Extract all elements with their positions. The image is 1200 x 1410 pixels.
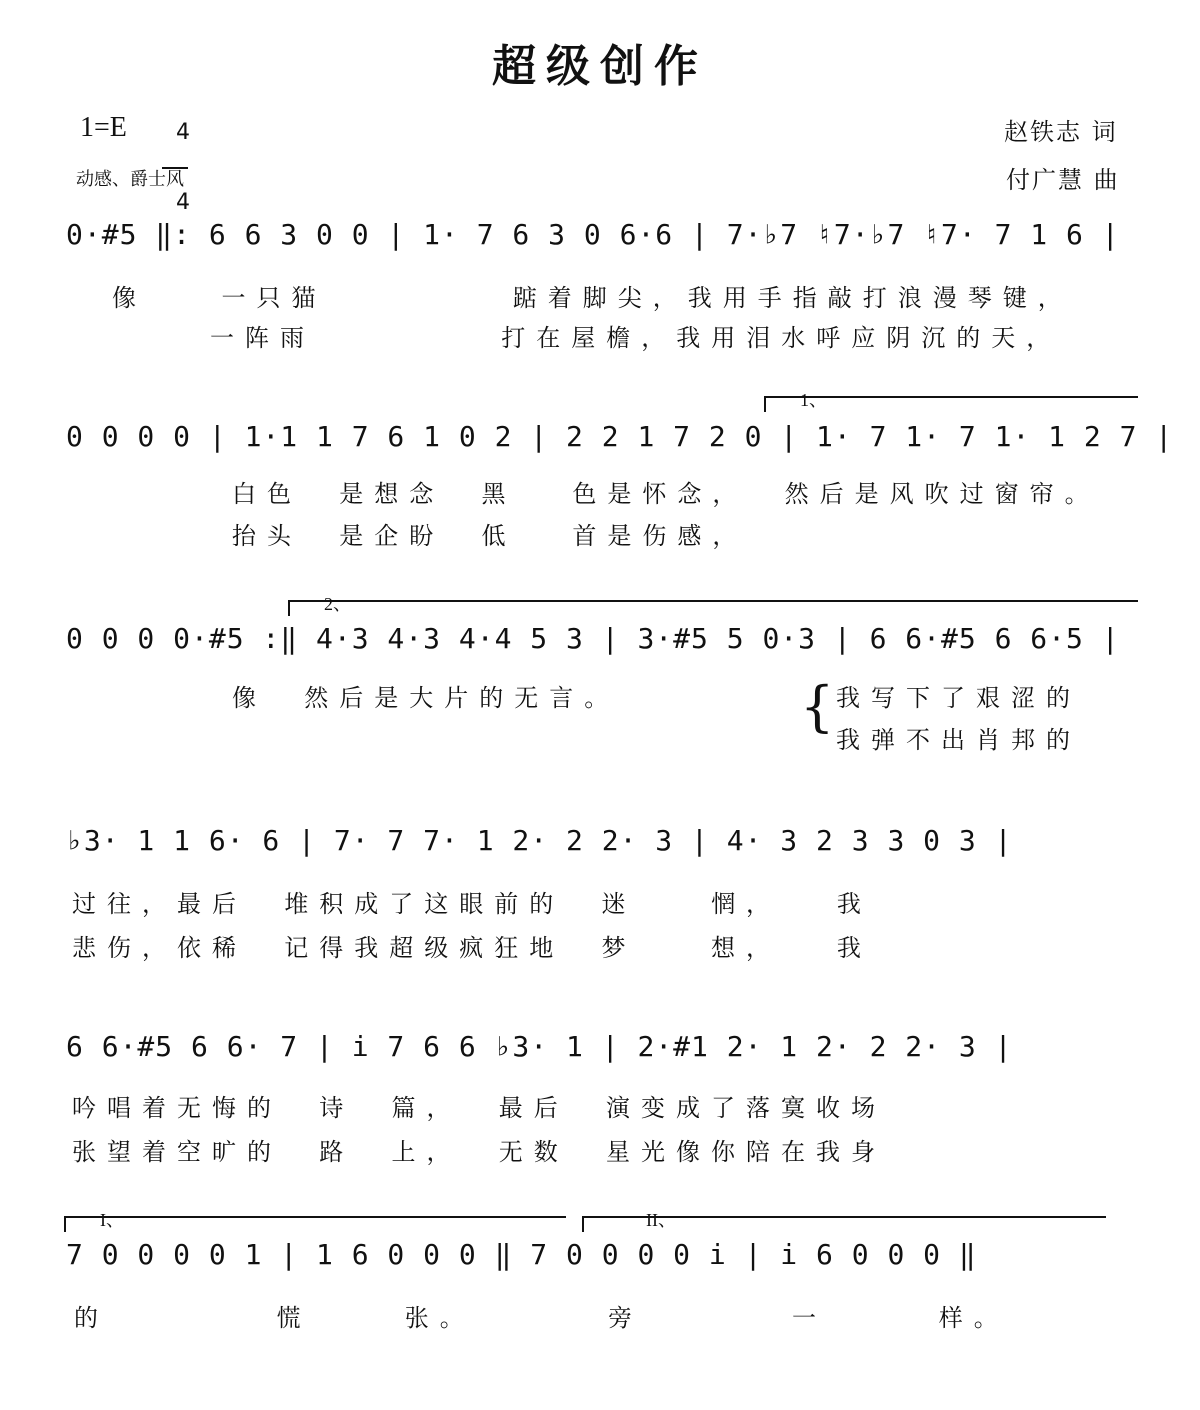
style-marking: 动感、爵士风 — [76, 169, 184, 190]
notation-line-6: 7 0 0 0 0 1 | 1 6 0 0 0 ‖ 7 0 0 0 0 i | i 6 0 0 0 ‖ — [66, 1238, 977, 1271]
notation-line-3: 0 0 0 0·#5 :‖ 4·3 4·3 4·4 5 3 | 3·#5 5 0·3 | 6 6·#5 6 6·5 | — [66, 622, 1120, 655]
lyric-line-1-verse-1: 像 一只猫 踮着脚尖，我用手指敲打浪漫琴键， — [112, 284, 1073, 312]
volta-number-2: 2、 — [324, 594, 351, 614]
notation-line-4: ♭3· 1 1 6· 6 | 7· 7 7· 1 2· 2 2· 3 | 4· 3 2 3 3 0 3 | — [66, 824, 1013, 857]
lyric-line-6-ending-2: 旁 一 样。 — [608, 1304, 1009, 1332]
volta-number-1: 1、 — [800, 390, 827, 410]
lyric-line-3-verse-1: 像 然后是大片的无言。 — [232, 684, 620, 712]
lyric-line-3-split-verse-2: 我弹不出肖邦的 — [836, 726, 1081, 754]
volta-number-II: II、 — [646, 1210, 676, 1230]
lyric-line-4-verse-1: 过往，最后 堆积成了这眼前的 迷 惘， 我 — [72, 890, 872, 918]
notation-line-1: 0·#5 ‖: 6 6 3 0 0 | 1· 7 6 3 0 6·6 | 7·♭7 ♮7·♭7 ♮7· 7 1 6 | — [66, 218, 1120, 251]
volta-bracket-I — [64, 1216, 566, 1232]
lyric-line-3-split-verse-1: 我写下了艰涩的 — [836, 684, 1081, 712]
lyric-line-4-verse-2: 悲伤，依稀 记得我超级疯狂地 梦 想， 我 — [72, 934, 872, 962]
composer-credit: 付广慧 曲 — [1006, 166, 1120, 194]
lyric-line-6-ending-1: 的 慌 张。 — [74, 1304, 475, 1332]
key-signature: 1=E — [80, 112, 127, 143]
time-signature — [162, 100, 188, 214]
notation-line-2: 0 0 0 0 | 1·1 1 7 6 1 0 2 | 2 2 1 7 2 0 | 1· 7 1· 7 1· 1 2 7 | — [66, 420, 1174, 453]
lyricist-credit: 赵铁志 词 — [1004, 118, 1118, 146]
lyric-line-2-verse-1: 白色 是想念 黑 色是怀念， 然后是风吹过窗帘。 — [232, 480, 1100, 508]
notation-line-5: 6 6·#5 6 6· 7 | i 7 6 6 ♭3· 1 | 2·#1 2· 1 2· 2 2· 3 | — [66, 1030, 1013, 1063]
lyric-line-5-verse-2: 张望着空旷的 路 上， 无数 星光像你陪在我身 — [72, 1138, 887, 1166]
lyric-line-2-verse-2: 抬头 是企盼 低 首是伤感， — [232, 522, 748, 550]
song-title: 超级创作 — [492, 41, 708, 92]
time-signature-bottom: 4 — [176, 190, 190, 215]
verse-brace: { — [800, 675, 835, 738]
lyric-line-5-verse-1: 吟唱着无悔的 诗 篇， 最后 演变成了落寞收场 — [72, 1094, 887, 1122]
volta-number-I: I、 — [100, 1210, 124, 1230]
volta-bracket-2 — [288, 600, 1138, 616]
lyric-line-1-verse-2: 一阵雨 打在屋檐，我用泪水呼应阴沉的天， — [210, 324, 1062, 352]
time-signature-top: 4 — [176, 120, 190, 145]
